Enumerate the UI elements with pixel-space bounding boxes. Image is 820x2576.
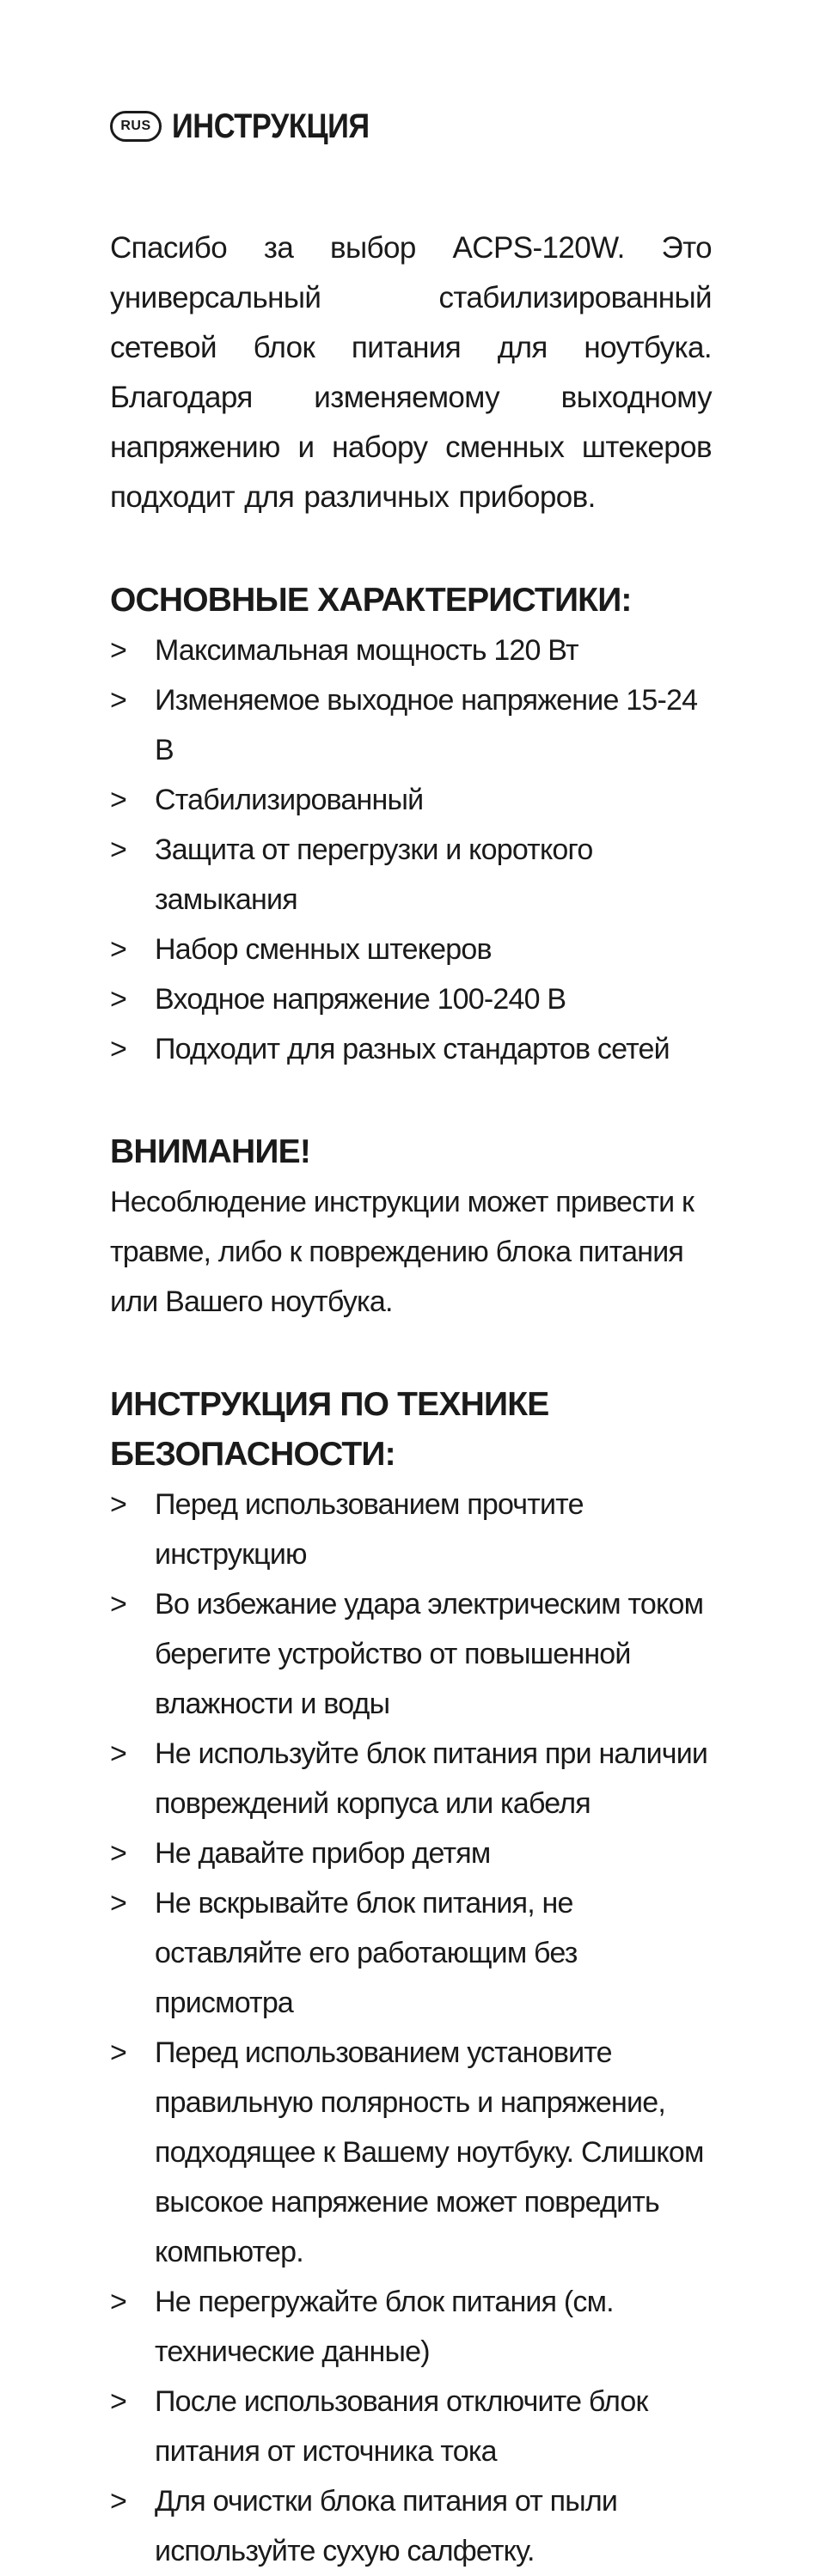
bullet-marker: > bbox=[110, 1488, 127, 1521]
bullet-marker: > bbox=[110, 1887, 127, 1920]
list-item-text: Не используйте блок питания при наличии повреждений корпуса или кабеля bbox=[155, 1737, 708, 1820]
warning-heading: ВНИМАНИЕ! bbox=[110, 1133, 311, 1170]
safety-heading-line-2: БЕЗОПАСНОСТИ: bbox=[110, 1436, 395, 1473]
page-title: ИНСТРУКЦИЯ bbox=[172, 107, 370, 145]
list-item-text: Перед использованием установите правильную полярность и напряжение, подходящее к Вашему ноутбуку. Слишком высокое напряжение может повредить компьютер. bbox=[155, 2036, 704, 2268]
bullet-marker: > bbox=[110, 1033, 127, 1065]
bullet-marker: > bbox=[110, 933, 127, 966]
bullet-marker: > bbox=[110, 983, 127, 1016]
list-item bbox=[110, 775, 712, 825]
safety-list bbox=[110, 1480, 712, 2576]
bullet-marker: > bbox=[110, 2286, 127, 2318]
bullet-marker: > bbox=[110, 1588, 127, 1621]
intro-paragraph: Спасибо за выбор ACPS-120W. Это универсальный стабилизированный сетевой блок питания для ноутбука. Благодаря изменяемому выходному напряжению и набору сменных штекеров подходит для различных приборов. bbox=[110, 231, 712, 514]
list-item bbox=[110, 974, 712, 1024]
list-item-text: Набор сменных штекеров bbox=[155, 933, 492, 966]
list-item bbox=[110, 1480, 712, 1579]
list-item-text: Защита от перегрузки и короткого замыкания bbox=[155, 833, 593, 916]
list-item-text: Не перегружайте блок питания (см. технические данные) bbox=[155, 2286, 614, 2368]
bullet-marker: > bbox=[110, 684, 127, 717]
bullet-marker: > bbox=[110, 2385, 127, 2418]
safety-heading bbox=[110, 1380, 712, 1480]
list-item bbox=[110, 2028, 712, 2277]
list-item-text: Не давайте прибор детям bbox=[155, 1837, 491, 1870]
title-row bbox=[110, 101, 712, 151]
list-item-text: После использования отключите блок питания от источника тока bbox=[155, 2385, 648, 2468]
list-item-text: Не вскрывайте блок питания, не оставляйте его работающим без присмотра bbox=[155, 1887, 578, 2019]
safety-heading-line-1: ИНСТРУКЦИЯ ПО ТЕХНИКЕ bbox=[110, 1386, 549, 1423]
bullet-marker: > bbox=[110, 833, 127, 866]
bullet-marker: > bbox=[110, 2036, 127, 2069]
features-heading: ОСНОВНЫЕ ХАРАКТЕРИСТИКИ: bbox=[110, 582, 632, 619]
manual-page bbox=[110, 101, 712, 2576]
list-item bbox=[110, 1024, 712, 1074]
list-item-text: Перед использованием прочтите инструкцию bbox=[155, 1488, 584, 1571]
list-item bbox=[110, 1729, 712, 1828]
list-item-text: Входное напряжение 100-240 В bbox=[155, 983, 566, 1016]
list-item bbox=[110, 825, 712, 925]
list-item bbox=[110, 1828, 712, 1878]
list-item bbox=[110, 925, 712, 974]
bullet-marker: > bbox=[110, 1837, 127, 1870]
bullet-marker: > bbox=[110, 634, 127, 667]
bullet-marker: > bbox=[110, 1737, 127, 1770]
list-item-text: Стабилизированный bbox=[155, 784, 424, 816]
list-item bbox=[110, 675, 712, 775]
list-item-text: Подходит для разных стандартов сетей bbox=[155, 1033, 670, 1065]
language-badge: RUS bbox=[110, 111, 162, 142]
list-item bbox=[110, 1579, 712, 1729]
warning-text: Несоблюдение инструкции может привести к травме, либо к повреждению блока питания или Вашего ноутбука. bbox=[110, 1186, 695, 1318]
list-item-text: Во избежание удара электрическим током берегите устройство от повышенной влажности и воды bbox=[155, 1588, 704, 1720]
list-item-text: Максимальная мощность 120 Вт bbox=[155, 634, 578, 667]
list-item bbox=[110, 1878, 712, 2028]
bullet-marker: > bbox=[110, 2485, 127, 2518]
list-item bbox=[110, 2377, 712, 2476]
list-item-text: Изменяемое выходное напряжение 15-24 В bbox=[155, 684, 698, 766]
list-item bbox=[110, 2277, 712, 2377]
features-list bbox=[110, 626, 712, 1074]
bullet-marker: > bbox=[110, 784, 127, 816]
list-item bbox=[110, 626, 712, 675]
list-item bbox=[110, 2476, 712, 2576]
list-item-text: Для очистки блока питания от пыли используйте сухую салфетку. bbox=[155, 2485, 618, 2567]
